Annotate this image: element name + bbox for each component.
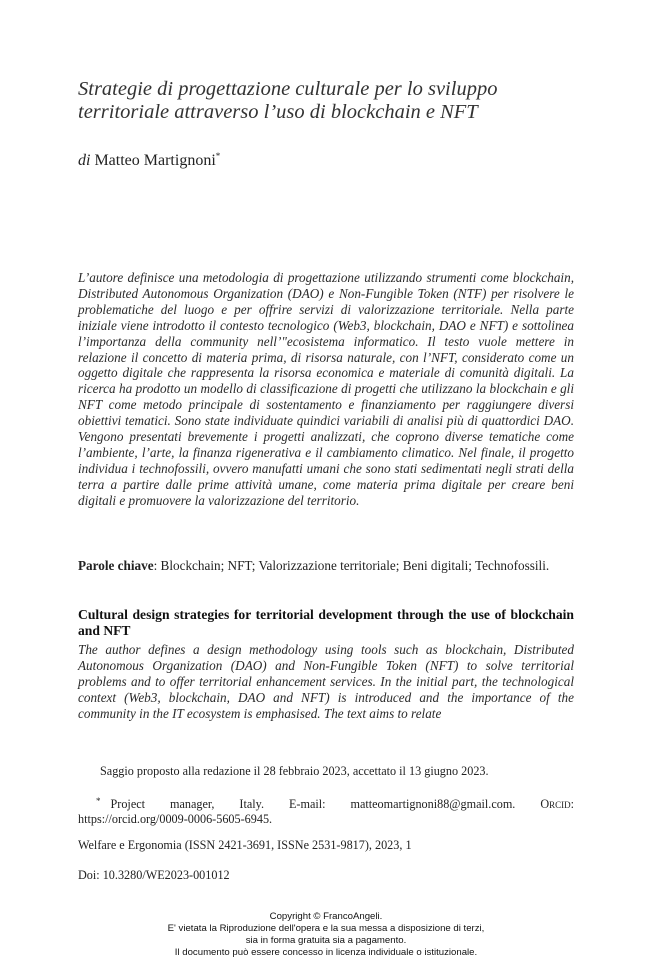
author-name: Matteo Martignoni: [94, 152, 216, 169]
footnote-mark: *: [96, 796, 101, 806]
footnote-text: Project manager, Italy. E-mail: matteomartignoni88@gmail.com.: [110, 797, 516, 811]
copyright-line-3: sia in forma gratuita sia a pagamento.: [245, 935, 407, 946]
keywords-text: : Blockchain; NFT; Valorizzazione territoriale; Beni digitali; Technofossili.: [153, 558, 550, 573]
orcid-url: : https://orcid.org/0009-0006-5605-6945.: [78, 797, 575, 826]
abstract-italian: L’autore definisce una metodologia di progettazione utilizzando strumenti come blockchain, Distributed Autonomous Organization (DAO) e Non-Fungible Token (NTF) per risolvere le problematiche del luogo e per offrire servizi di valorizzazione territoriale. Nella parte iniziale viene introdotto il contesto tecnologico (Web3, blockchain, DAO e NFT) e sottolinea l’importanza della community nell’"ecosistema informatico. Il testo vuole mettere in relazione il concetto di materia prima, di risorsa naturale, con l’NFT, considerato come un oggetto digitale che rappresenta la risorsa economica e materiale di comunità digitali. La ricerca ha prodotto un modello di classificazione di progetti che utilizzano la blockchain e gli NFT come metodo principale di sostentamento e finanziamento per raggiungere diversi obiettivi tematici. Sono state individuate quindici variabili di analisi più di quattordici DAO. Vengono presentati brevemente i progetti analizzati, che coprono diverse tematiche come l’ambiente, l’arte, la finanza rigenerativa e il cambiamento climatico. Nel finale, il progetto individua i technofossili, ovvero manufatti umani che sono stati sedimentati negli strati della terra a partire dalle prime attività umane, come materia prima digitale per creare beni digitali e promuovere la valorizzazione del territorio.: [78, 270, 574, 508]
doi: Doi: 10.3280/WE2023-001012: [78, 868, 230, 882]
keywords: [78, 558, 574, 574]
author-prefix: di: [78, 152, 91, 169]
copyright-line-4: Il documento può essere concesso in licenza individuale o istituzionale.: [174, 947, 478, 958]
abstract-english: The author defines a design methodology using tools such as blockchain, Distributed Autonomous Organization (DAO) and Non-Fungible Token (NFT) to solve territorial problems and to offer territorial enhancement services. In the initial part, the technological context (Web3, blockchain, DAO and NFT) is introduced and the importance of the community in the IT ecosystem is emphasised. The text aims to relate: [78, 642, 574, 721]
copyright-line-2: E' vietata la Riproduzione dell'opera e la sua messa a disposizione di terzi,: [167, 923, 485, 934]
copyright-line-1: Copyright © FrancoAngeli.: [269, 911, 383, 922]
keywords-label: Parole chiave: [78, 558, 154, 573]
article-title: Strategie di progettazione culturale per lo sviluppo territoriale attraverso l’uso di blockchain e NFT: [78, 78, 498, 123]
author-footnote-mark: *: [215, 151, 221, 161]
author-footnote: [78, 794, 574, 827]
author-line: [78, 146, 574, 171]
journal-citation: Welfare e Ergonomia (ISSN 2421-3691, ISSNe 2531-9817), 2023, 1: [78, 838, 412, 852]
submission-note: Saggio proposto alla redazione il 28 febbraio 2023, accettato il 13 giugno 2023.: [100, 764, 489, 778]
orcid-label: Orcid: [540, 797, 571, 811]
english-title: Cultural design strategies for territorial development through the use of blockchain and NFT: [78, 607, 574, 638]
copyright-notice: [78, 911, 574, 959]
